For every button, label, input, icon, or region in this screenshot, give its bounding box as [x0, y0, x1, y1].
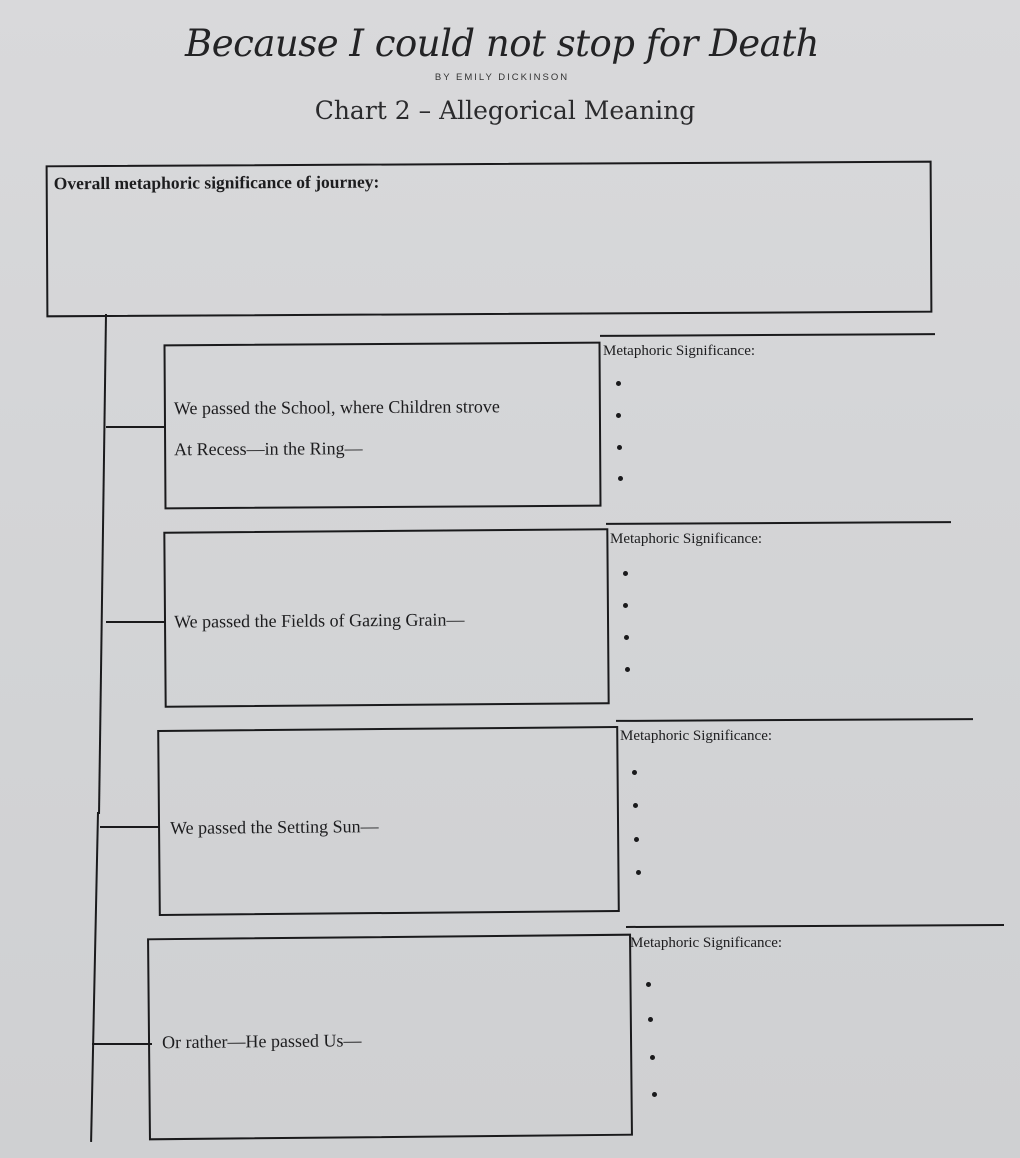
tree-spine-line [98, 314, 107, 814]
author-byline: BY EMILY DICKINSON [434, 72, 570, 83]
overall-significance-box[interactable] [46, 161, 933, 318]
significance-bullet[interactable] [634, 837, 639, 842]
significance-top-rule [616, 718, 973, 722]
significance-bullet[interactable] [625, 667, 630, 672]
significance-bullet[interactable] [616, 381, 621, 386]
overall-significance-label: Overall metaphoric significance of journey: [53, 171, 380, 194]
significance-label: Metaphoric Significance: [603, 343, 756, 359]
page-title: Because I could not stop for Death [185, 22, 819, 65]
significance-top-rule [626, 924, 1004, 928]
significance-bullet[interactable] [624, 635, 629, 640]
significance-bullet[interactable] [633, 803, 638, 808]
quote-box[interactable] [164, 342, 602, 510]
branch-connector [92, 1043, 152, 1045]
significance-bullet[interactable] [650, 1055, 655, 1060]
quote-line: At Recess—in the Ring— [174, 438, 363, 460]
branch-connector [106, 621, 166, 623]
significance-bullet[interactable] [617, 445, 622, 450]
quote-line: We passed the School, where Children strove [173, 396, 500, 419]
significance-label: Metaphoric Significance: [630, 935, 783, 951]
significance-bullet[interactable] [623, 571, 628, 576]
tree-spine-line-lower [90, 812, 99, 1142]
significance-bullet[interactable] [618, 476, 623, 481]
significance-bullet[interactable] [648, 1017, 653, 1022]
quote-box[interactable] [147, 934, 633, 1141]
significance-top-rule [600, 333, 935, 337]
branch-connector [100, 826, 160, 828]
quote-box[interactable] [157, 726, 620, 916]
branch-connector [106, 426, 166, 428]
significance-bullet[interactable] [646, 982, 651, 987]
significance-label: Metaphoric Significance: [610, 531, 763, 547]
significance-bullet[interactable] [632, 770, 637, 775]
significance-bullet[interactable] [616, 413, 621, 418]
quote-box[interactable] [163, 528, 609, 707]
quote-line: We passed the Setting Sun— [169, 816, 379, 838]
significance-bullet[interactable] [652, 1092, 657, 1097]
significance-bullet[interactable] [623, 603, 628, 608]
significance-label: Metaphoric Significance: [620, 728, 773, 744]
significance-top-rule [606, 521, 951, 525]
chart-subtitle: Chart 2 – Allegorical Meaning [314, 96, 696, 125]
quote-line: Or rather—He passed Us— [161, 1030, 362, 1053]
significance-bullet[interactable] [636, 870, 641, 875]
quote-line: We passed the Fields of Gazing Grain— [173, 609, 465, 632]
